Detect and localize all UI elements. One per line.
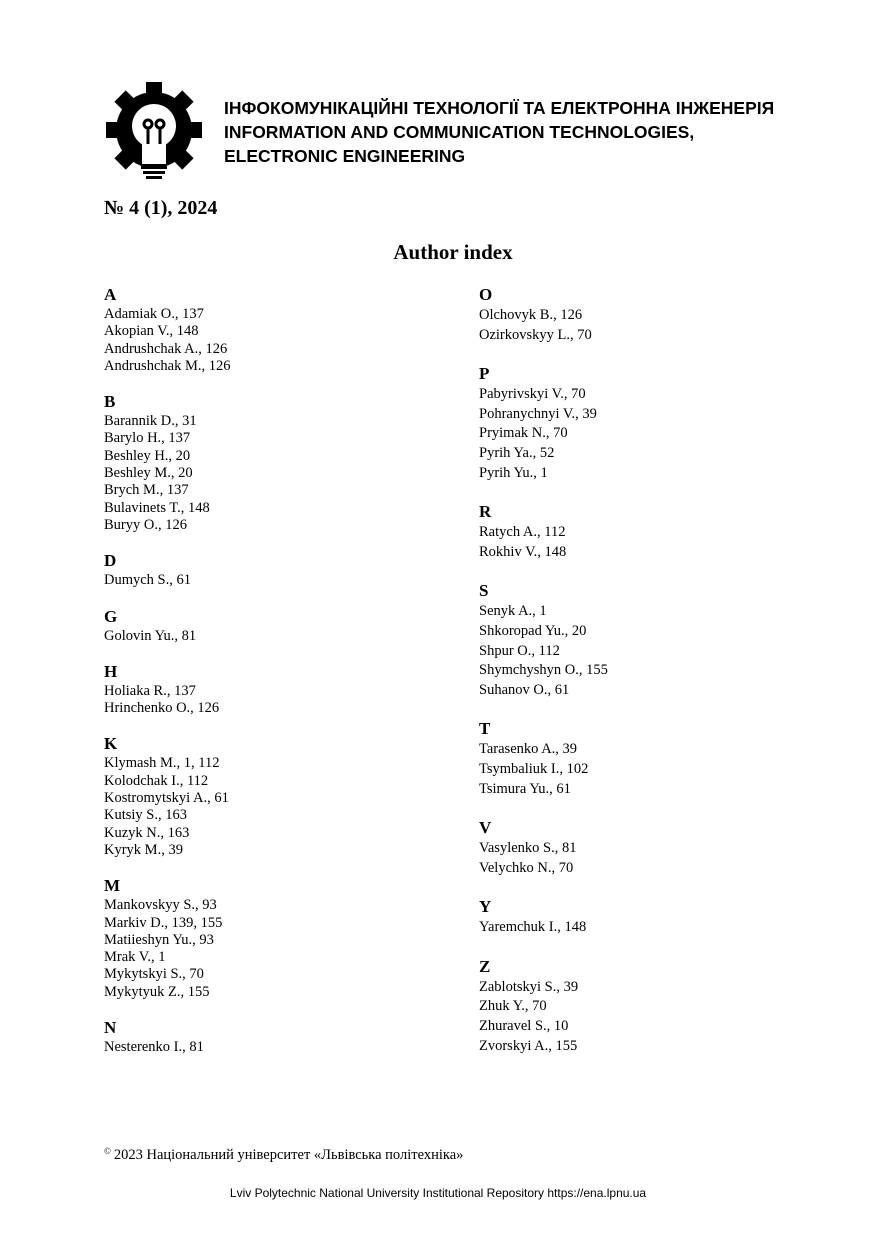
author-entry: Kolodchak I., 112 bbox=[104, 772, 209, 789]
author-entry: Mykytskyi S., 70 bbox=[104, 966, 204, 983]
author-entry: Akopian V., 148 bbox=[104, 323, 199, 340]
author-entry: Pryimak N., 70 bbox=[479, 425, 568, 442]
index-column-right bbox=[479, 284, 809, 1074]
author-entry: Markiv D., 139, 155 bbox=[104, 914, 223, 931]
author-entry: Olchovyk B., 126 bbox=[479, 307, 583, 323]
author-entry: Matiieshyn Yu., 93 bbox=[104, 931, 214, 948]
author-entry: Golovin Yu., 81 bbox=[104, 627, 197, 644]
author-entry: Beshley H., 20 bbox=[104, 447, 191, 464]
author-entry: Ozirkovskyy L., 70 bbox=[479, 326, 592, 343]
author-entry: Tarasenko A., 39 bbox=[479, 741, 578, 758]
journal-header bbox=[104, 80, 824, 184]
gear-lightbulb-icon bbox=[106, 82, 202, 180]
section-letter: A bbox=[104, 285, 117, 304]
page-title: Author index bbox=[393, 240, 513, 264]
author-entry: Dumych S., 61 bbox=[104, 572, 191, 589]
author-entry: Yaremchuk I., 148 bbox=[479, 919, 587, 936]
index-section-o bbox=[479, 284, 809, 345]
index-section-h bbox=[104, 661, 434, 718]
author-entry: Brych M., 137 bbox=[104, 482, 189, 499]
index-section-k bbox=[104, 733, 434, 859]
section-letter: P bbox=[479, 364, 490, 384]
index-section-b bbox=[104, 391, 434, 534]
author-entry: Senyk A., 1 bbox=[479, 603, 547, 620]
issue-number: № 4 (1), 2024 bbox=[104, 197, 218, 219]
section-letter: O bbox=[479, 285, 493, 304]
author-entry: Mrak V., 1 bbox=[104, 949, 166, 966]
author-entry: Klymash M., 1, 112 bbox=[104, 755, 220, 772]
author-entry: Shpur O., 112 bbox=[479, 642, 560, 659]
author-entry: Velychko N., 70 bbox=[479, 859, 574, 876]
copyright bbox=[104, 1146, 463, 1164]
index-section-n bbox=[104, 1017, 434, 1056]
author-entry: Zhuravel S., 10 bbox=[479, 1018, 569, 1035]
author-entry: Shkoropad Yu., 20 bbox=[479, 622, 587, 639]
author-entry: Ratych A., 112 bbox=[479, 524, 566, 541]
index-section-y bbox=[479, 896, 809, 938]
author-entry: Buryy O., 126 bbox=[104, 516, 187, 533]
author-entry: Suhanov O., 61 bbox=[479, 681, 570, 698]
journal-title-en-line2: ELECTRONIC ENGINEERING bbox=[224, 146, 466, 166]
section-letter: Y bbox=[479, 897, 492, 917]
author-entry: Andrushchak A., 126 bbox=[104, 340, 228, 357]
author-entry: Tsimura Yu., 61 bbox=[479, 780, 571, 797]
author-entry: Holiaka R., 137 bbox=[104, 682, 196, 699]
author-entry: Adamiak O., 137 bbox=[104, 306, 204, 322]
author-entry: Hrinchenko O., 126 bbox=[104, 700, 220, 717]
index-section-g bbox=[104, 606, 434, 645]
journal-title-ua: ІНФОКОМУНІКАЦІЙНІ ТЕХНОЛОГІЇ ТА ЕЛЕКТРОННА ІНЖЕНЕРІЯ bbox=[224, 98, 775, 118]
author-entry: Nesterenko I., 81 bbox=[104, 1039, 204, 1056]
repository-footer: Lviv Polytechnic National University Institutional Repository https://ena.lpnu.ua bbox=[229, 1186, 647, 1200]
section-letter: K bbox=[104, 734, 118, 754]
section-letter: Z bbox=[479, 956, 491, 976]
journal-title bbox=[224, 96, 774, 168]
index-section-v bbox=[479, 817, 809, 878]
author-entry: Kuzyk N., 163 bbox=[104, 824, 190, 841]
index-section-a bbox=[104, 284, 434, 375]
index-section-d bbox=[104, 550, 434, 589]
section-letter: T bbox=[479, 719, 491, 739]
author-entry: Mankovskyy S., 93 bbox=[104, 897, 217, 914]
author-entry: Rokhiv V., 148 bbox=[479, 543, 567, 560]
index-section-z bbox=[479, 956, 809, 1056]
author-entry: Kostromytskyi A., 61 bbox=[104, 790, 229, 807]
section-letter: N bbox=[104, 1018, 117, 1038]
section-letter: G bbox=[104, 606, 118, 626]
author-entry: Zvorskyi A., 155 bbox=[479, 1037, 578, 1054]
copyright-symbol: © bbox=[104, 1146, 111, 1156]
author-entry: Vasylenko S., 81 bbox=[479, 840, 577, 857]
author-entry: Kyryk M., 39 bbox=[104, 841, 183, 858]
author-entry: Mykytyuk Z., 155 bbox=[104, 983, 210, 1000]
author-entry: Pyrih Yu., 1 bbox=[479, 464, 548, 481]
author-entry: Bulavinets T., 148 bbox=[104, 499, 210, 516]
index-section-r bbox=[479, 501, 809, 562]
author-entry: Kutsiy S., 163 bbox=[104, 807, 187, 824]
author-entry: Pyrih Ya., 52 bbox=[479, 444, 555, 461]
section-letter: V bbox=[479, 818, 492, 838]
author-entry: Zhuk Y., 70 bbox=[479, 998, 547, 1015]
section-letter: M bbox=[104, 876, 121, 896]
section-letter: H bbox=[104, 661, 118, 681]
index-section-s bbox=[479, 580, 809, 700]
section-letter: R bbox=[479, 502, 492, 522]
author-entry: Andrushchak M., 126 bbox=[104, 357, 231, 374]
copyright-text: 2023 Національний університет «Львівська політехніка» bbox=[113, 1147, 464, 1163]
index-section-p bbox=[479, 363, 809, 483]
author-entry: Pabyrivskyi V., 70 bbox=[479, 386, 586, 403]
author-entry: Barylo H., 137 bbox=[104, 430, 191, 447]
section-letter: S bbox=[479, 581, 489, 601]
author-entry: Zablotskyi S., 39 bbox=[479, 978, 579, 995]
index-section-t bbox=[479, 718, 809, 799]
author-entry: Shymchyshyn O., 155 bbox=[479, 662, 608, 679]
index-section-m bbox=[104, 875, 434, 1001]
author-entry: Pohranychnyi V., 39 bbox=[479, 405, 597, 422]
author-entry: Barannik D., 31 bbox=[104, 413, 197, 430]
journal-title-en-line1: INFORMATION AND COMMUNICATION TECHNOLOGIES, bbox=[224, 122, 695, 142]
author-entry: Tsymbaliuk I., 102 bbox=[479, 760, 589, 777]
author-entry: Beshley M., 20 bbox=[104, 465, 193, 482]
index-column-left bbox=[104, 284, 434, 1072]
section-letter: D bbox=[104, 551, 117, 571]
section-letter: B bbox=[104, 392, 116, 412]
